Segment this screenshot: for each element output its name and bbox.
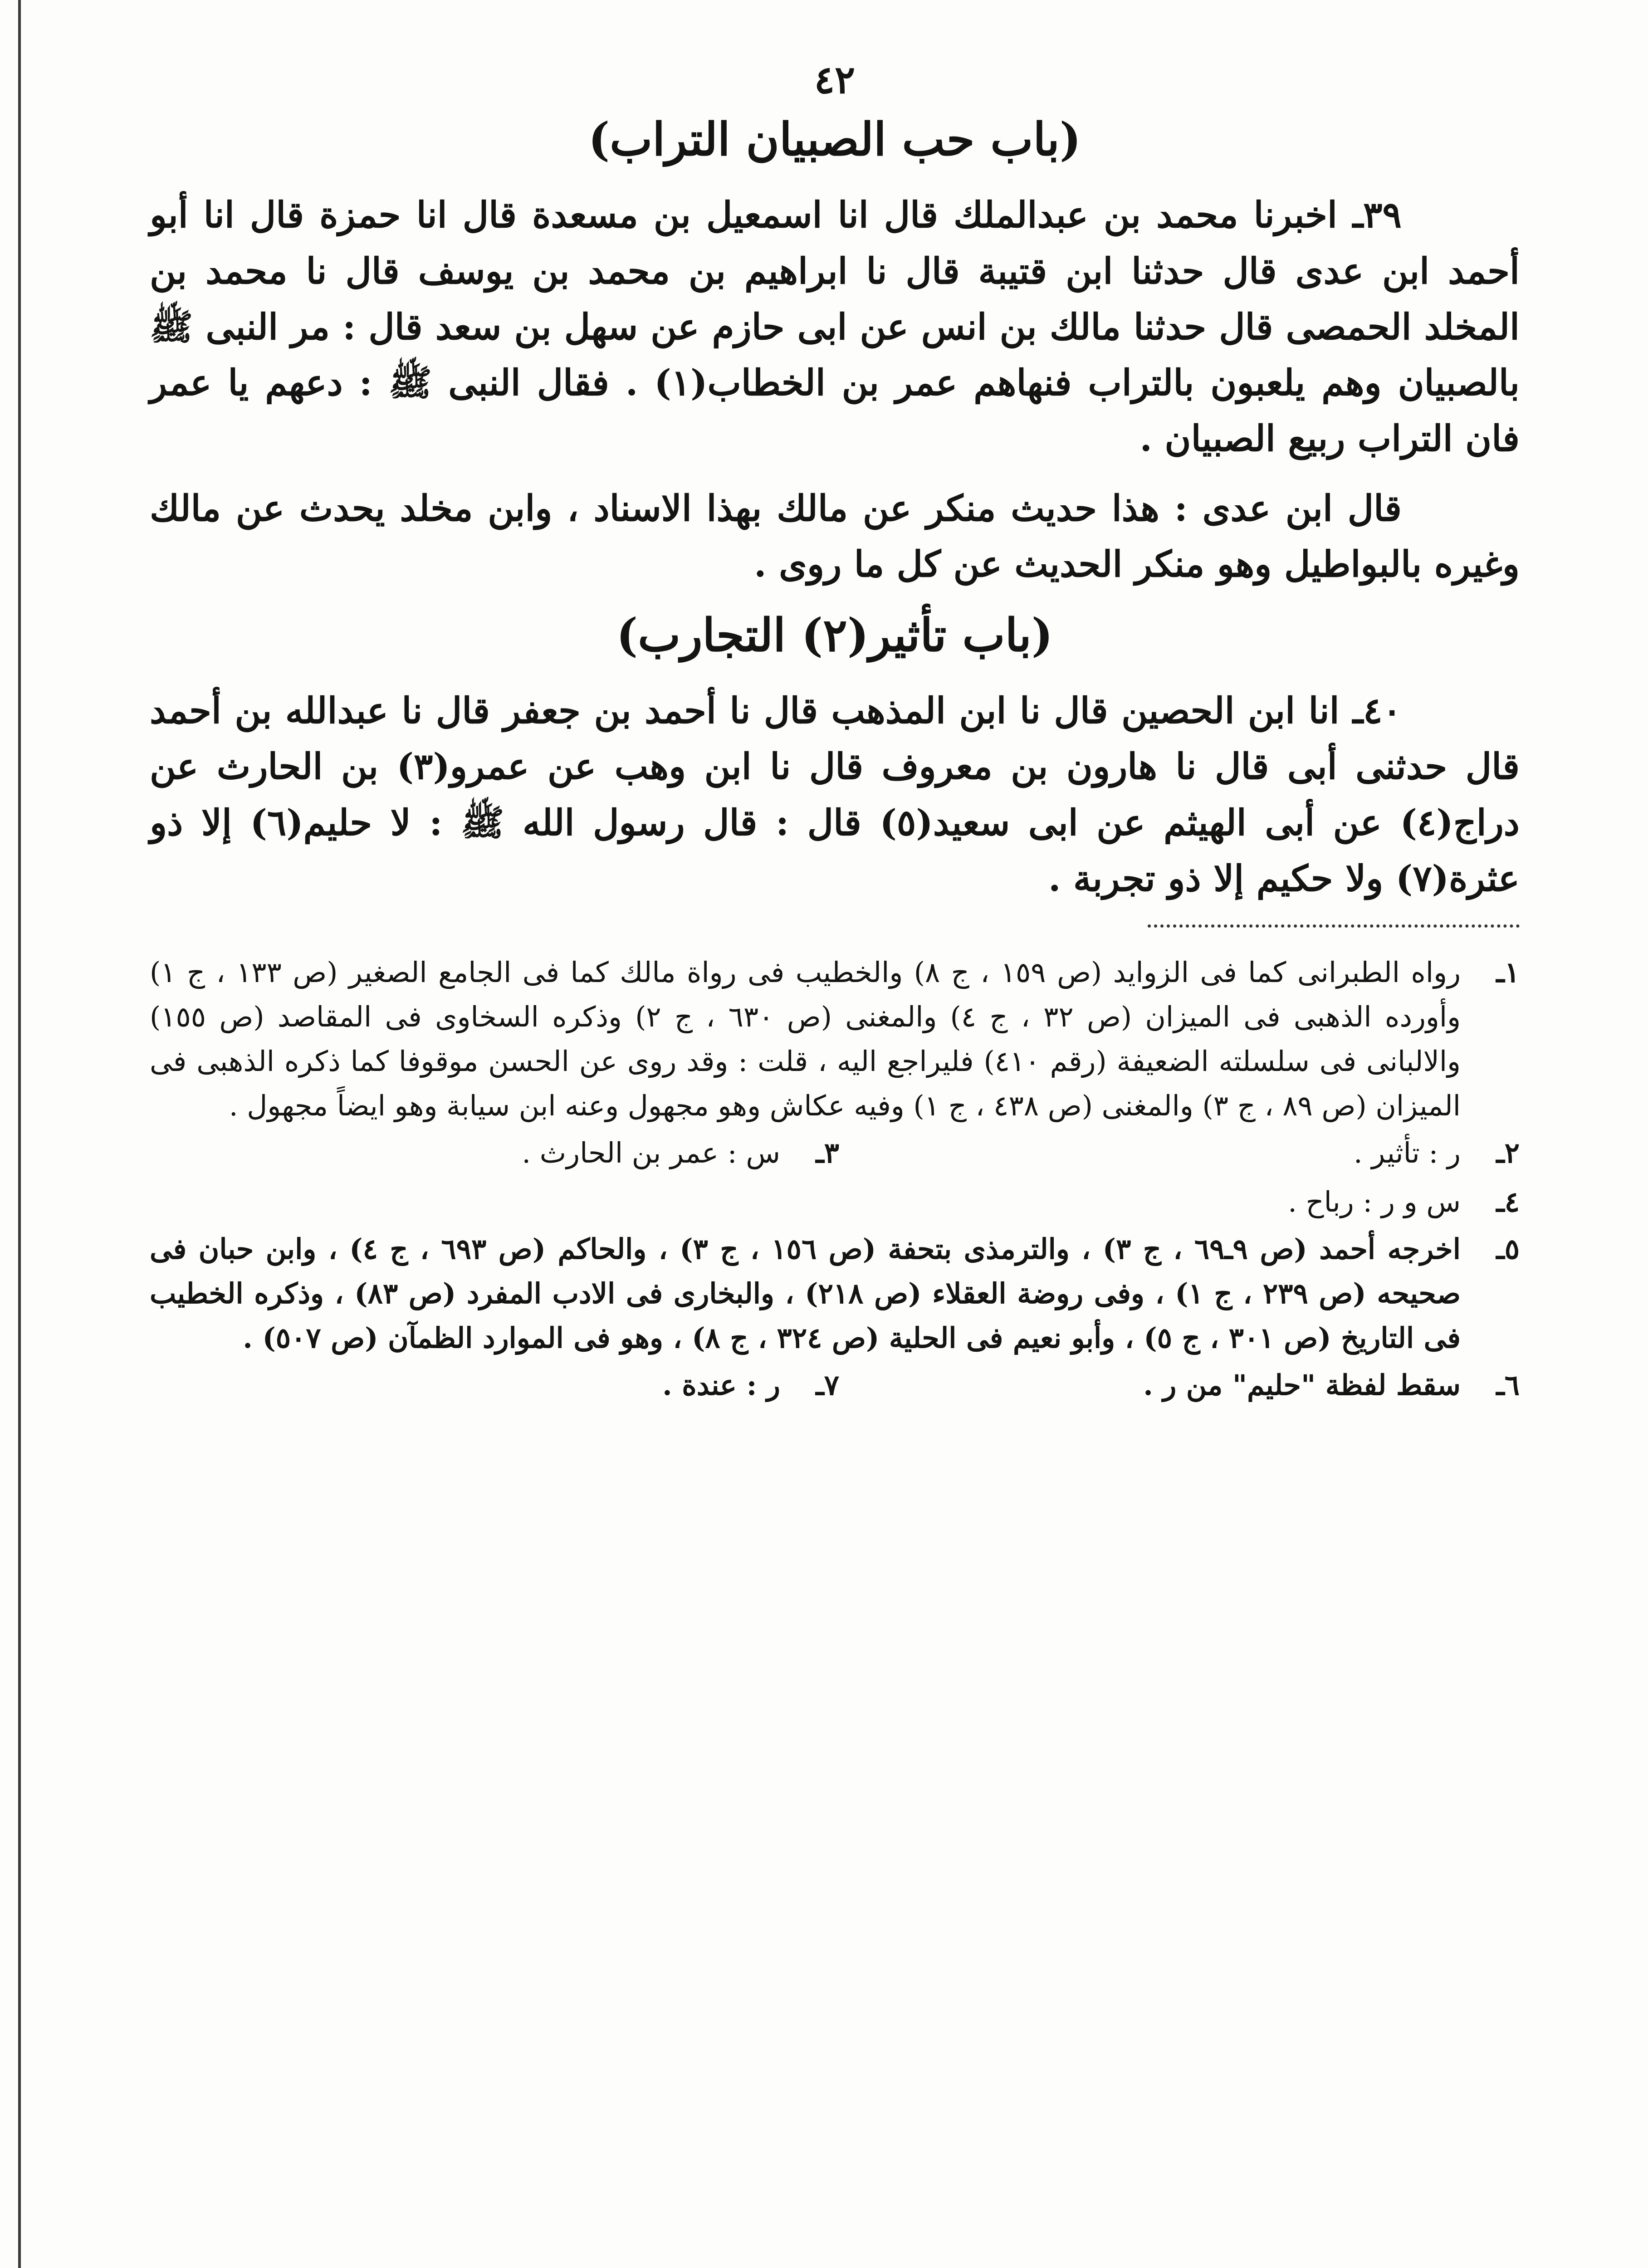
page-edge-rule xyxy=(18,0,21,2268)
footnote-number: ٥ـ xyxy=(1496,1232,1520,1266)
footnote-separator xyxy=(1148,924,1520,928)
hadith-40: ٤٠ـ انا ابن الحصين قال نا ابن المذهب قال نا أحمد بن جعفر قال نا عبدالله بن أحمد قال حدثنى أبى قال نا هارون بن معروف قال نا ابن وهب عن عمرو(٣) بن الحارث عن دراج(٤) عن أبى الهيثم عن ابى سعيد(٥) قال : قال رسول الله ﷺ : لا حليم(٦) إلا ذو عثرة(٧) ولا حكيم إلا ذو تجربة . xyxy=(150,689,1520,899)
footnote-1 xyxy=(150,950,1520,1128)
footnote-7 xyxy=(159,1363,839,1408)
footnote-5 xyxy=(150,1227,1520,1360)
footnote-number: ٧ـ xyxy=(816,1368,839,1402)
footnote-4 xyxy=(150,1180,1520,1224)
footnote-number: ٦ـ xyxy=(1496,1368,1520,1402)
footnote-number: ٤ـ xyxy=(1496,1185,1520,1218)
footnote-text: ر : عندة . xyxy=(662,1368,780,1402)
footnote-6 xyxy=(839,1363,1520,1408)
footnote-number: ٣ـ xyxy=(816,1136,839,1169)
footnote-3 xyxy=(159,1131,839,1175)
section-heading-1: (باب حب الصبيان التراب) xyxy=(588,112,1081,166)
footnote-text: رواه الطبرانى كما فى الزوايد (ص ١٥٩ ، ج ٨) والخطيب فى رواة مالك كما فى الجامع الصغير (ص ١٣٣ ، ج ١) وأورده الذهبى فى الميزان (ص ٣٢ ، ج ٤) والمغنى (ص ٦٣٠ ، ج ٢) وذكره السخاوى فى المقاصد (ص ١٥٥) والالبانى فى سلسلته الضعيفة (رقم ٤١٠) فليراجع اليه ، قلت : وقد روى عن الحسن موقوفا كما ذكره الذهبى فى الميزان (ص ٨٩ ، ج ٣) والمغنى (ص ٤٣٨ ، ج ١) وفيه عكاش وهو مجهول وعنه ابن سيابة وهو ايضاً مجهول . xyxy=(150,955,1461,1122)
document-page xyxy=(150,45,1520,1412)
hadith-39-comment: قال ابن عدى : هذا حديث منكر عن مالك بهذا الاسناد ، وابن مخلد يحدث عن مالك وغيره بالبواطيل وهو منكر الحديث عن كل ما روى . xyxy=(150,487,1520,585)
footnote-2 xyxy=(839,1131,1520,1175)
footnote-text: ر : تأثير . xyxy=(1354,1136,1461,1169)
footnote-number: ٢ـ xyxy=(1496,1136,1520,1169)
hadith-39: ٣٩ـ اخبرنا محمد بن عبدالملك قال انا اسمعيل بن مسعدة قال انا حمزة قال انا أبو أحمد ابن عدى قال حدثنا ابن قتيبة قال نا ابراهيم بن محمد بن يوسف قال نا محمد بن المخلد الحمصى قال حدثنا مالك بن انس عن ابى حازم عن سهل بن سعد قال : مر النبى ﷺ بالصبيان وهم يلعبون بالتراب فنهاهم عمر بن الخطاب(١) . فقال النبى ﷺ : دعهم يا عمر فان التراب ربيع الصبيان . xyxy=(150,194,1520,460)
footnote-text: اخرجه أحمد (ص ٩ـ٦٩ ، ج ٣) ، والترمذى بتحفة (ص ١٥٦ ، ج ٣) ، والحاكم (ص ٦٩٣ ، ج ٤) ، وابن حبان فى صحيحه (ص ٢٣٩ ، ج ١) ، وفى روضة العقلاء (ص ٢١٨) ، والبخارى فى الادب المفرد (ص ٨٣) ، وذكره الخطيب فى التاريخ (ص ٣٠١ ، ج ٥) ، وأبو نعيم فى الحلية (ص ٣٢٤ ، ج ٨) ، وهو فى الموارد الظمآن (ص ٥٠٧) . xyxy=(150,1232,1461,1354)
footnote-row-2-3 xyxy=(150,1131,1520,1175)
footnote-text: سقط لفظة "حليم" من ر . xyxy=(1143,1368,1461,1402)
footnote-number: ١ـ xyxy=(1496,955,1520,989)
footnote-row-6-7 xyxy=(150,1363,1520,1408)
page-number: ٤٢ xyxy=(814,57,856,102)
section-heading-2: (باب تأثير(٢) التجارب) xyxy=(616,608,1053,662)
footnote-text: س و ر : رباح . xyxy=(1288,1185,1461,1218)
footnote-text: س : عمر بن الحارث . xyxy=(522,1136,780,1169)
